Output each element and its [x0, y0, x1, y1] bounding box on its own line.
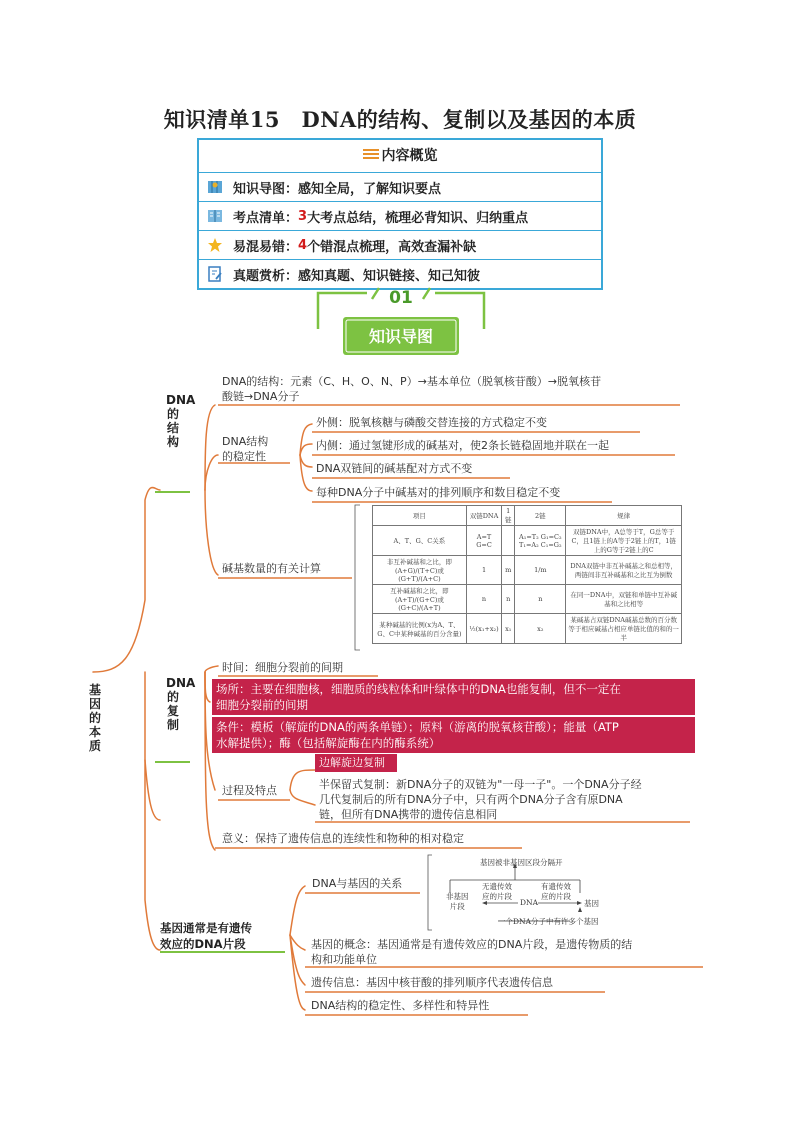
branch-dna-replication: DNA的复制: [166, 676, 196, 732]
table-row: 互补碱基和之比，即(A+T)/(G+C)或(G+C)/(A+T) n n n 在同一DNA中，双链和单链中互补碱基和之比相等: [373, 585, 682, 614]
branch-dna-structure: DNA的结构: [166, 393, 196, 449]
branch-gene: 基因通常是有遗传 效应的DNA片段: [160, 921, 252, 951]
diagram-top-label: 基因被非基因区段分隔开: [480, 858, 563, 867]
gene-concept: 基因的概念：基因通常是有遗传效应的DNA片段，是遗传物质的结 构和功能单位: [311, 938, 633, 966]
overview-heading: 内容概览: [199, 140, 601, 173]
diagram-nongene-label: 非基因 片段: [446, 892, 469, 911]
stability-item: 外侧：脱氧核糖与磷酸交替连接的方式稳定不变: [316, 416, 547, 429]
table-header-row: 项目 双链DNA 1链 2链 规律: [373, 506, 682, 526]
semi-conservative-text: 半保留式复制：新DNA分子的双链为"一母一子"。一个DNA分子经 几代复制后的所有DNA分子中，只有两个DNA分子含有原DNA 链，但所有DNA携带的遗传信息相同: [319, 778, 642, 821]
replication-time: 时间：细胞分裂前的间期: [222, 661, 343, 674]
diagram-effect-label: 有遗传效 应的片段: [541, 882, 571, 901]
calc-label: 碱基数量的有关计算: [222, 562, 321, 575]
stability-label: DNA结构 的稳定性: [222, 435, 269, 463]
dna-gene-relation: DNA与基因的关系: [312, 877, 403, 890]
section-label: 知识导图: [368, 327, 433, 346]
section-number: 01: [389, 288, 413, 308]
diagram-gene-label: 基因: [584, 899, 599, 908]
genetic-info: 遗传信息：基因中核苷酸的排列顺序代表遗传信息: [311, 976, 553, 989]
root-label: 基因的本质: [88, 683, 101, 753]
calc-table: [372, 505, 682, 644]
page-title: 知识清单15 DNA的结构、复制以及基因的本质: [163, 107, 637, 132]
overview-row-mistakes: 易混易错： 4 个错混点梳理，高效查漏补缺: [199, 231, 601, 260]
structure-composition: DNA的结构：元素（C、H、O、N、P）→基本单位（脱氧核苷酸）→脱氧核苷 酸链→DNA分子: [222, 375, 602, 403]
table-row: 非互补碱基和之比，即(A+G)/(T+C)或(G+T)/(A+C) 1 m 1/m DNA双链中非互补碱基之和总相等，两链间非互补碱基和之比互为倒数: [373, 556, 682, 585]
replication-place: 场所：主要在细胞核，细胞质的线粒体和叶绿体中的DNA也能复制，但不一定在 细胞分裂前的间期: [212, 679, 695, 715]
diagram-bottom-label: 一个DNA分子中有许多个基因: [498, 917, 599, 926]
process-tag: 边解旋边复制: [315, 754, 397, 772]
stability-item: 内侧：通过氢键形成的碱基对，使2条长链稳固地并联在一起: [316, 439, 609, 452]
diagram-dna-label: DNA: [520, 898, 538, 907]
overview-row-mindmap: 知识导图： 感知全局，了解知识要点: [199, 173, 601, 202]
stability-item: 每种DNA分子中碱基对的排列顺序和数目稳定不变: [316, 486, 561, 499]
replication-conditions: 条件：模板（解旋的DNA的两条单链）；原料（游离的脱氧核苷酸）；能量（ATP 水解提供）；酶（包括解旋酶在内的酶系统）: [212, 717, 695, 753]
overview-row-exams: 真题赏析： 感知真题、知识链接、知己知彼: [199, 260, 601, 288]
replication-meaning: 意义：保持了遗传信息的连续性和物种的相对稳定: [222, 832, 464, 845]
process-label: 过程及特点: [222, 784, 277, 797]
diagram-no-effect-label: 无遗传效 应的片段: [482, 882, 512, 901]
table-row: 某种碱基的比例(x为A、T、G、C中某种碱基的百分含量) ½(x₁+x₂) x₁ x₂ 某碱基占双链DNA碱基总数的百分数等于相应碱基占相应单链比值的和的一半: [373, 614, 682, 644]
stability-item: DNA双链间的碱基配对方式不变: [316, 462, 473, 475]
overview-row-points: 考点清单： 3 大考点总结，梳理必背知识、归纳重点: [199, 202, 601, 231]
dna-traits: DNA结构的稳定性、多样性和特异性: [311, 999, 490, 1012]
table-row: A、T、G、C关系 A=T G=C A₁=T₂ G₁=C₂ T₁=A₂ C₁=G₂ 双链DNA中，A总等于T，G总等于C，且1链上的A等于2链上的T，1链上的G等于2链上的C: [373, 526, 682, 556]
